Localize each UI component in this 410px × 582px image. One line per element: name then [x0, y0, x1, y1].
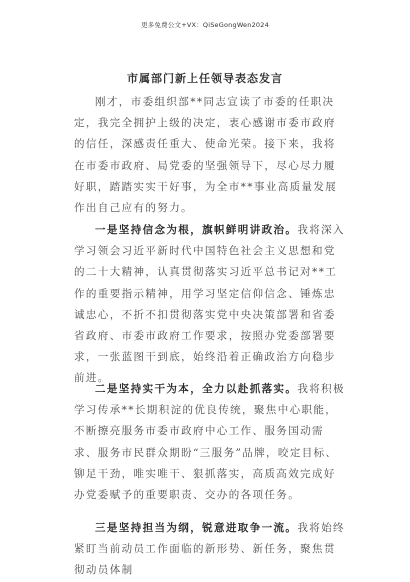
paragraph-lead: 二是坚持实干为本，全力以赴抓落实。 [95, 383, 298, 395]
paragraph-lead: 一是坚持信念为根，旗帜鲜明讲政治。 [95, 224, 298, 236]
paragraph-text: 我将积极学习传承**长期积淀的优良传统，聚焦中心职能，不断擦亮服务市委市政府中心工作、服务国动需求、服务市民群众期盼“三服务”品牌，咬定目标、铆足干劲，唯实唯干、狠抓落实，高质高效完成好办党委赋予的重要职责、交办的各项任务。 [74, 383, 345, 502]
paragraph-text: 刚才，市委组织部**同志宣读了市委的任职决定，我完全拥护上级的决定，衷心感谢市委市政府的信任，深感责任重大、使命光荣。接下来，我将在市委市政府、局党委的坚强领导下，尽心尽力履好职，踏踏实实干好事，为全市**事业高质量发展作出自己应有的努力。 [74, 96, 338, 215]
paragraph-4 [74, 518, 346, 582]
paragraph-text: 我将始终紧盯当前动员工作面临的新形势、新任务，聚焦贯彻动员体制 [74, 522, 345, 577]
paragraph-text: 我将深入学习领会习近平新时代中国特色社会主义思想和党的二十大精神，认真贯彻落实习近平总书记对**工作的重要指示精神，用学习坚定信仰信念、锤炼忠诚忠心，不折不扣贯彻落实党中央决策部署和省委省政府、市委市政府工作要求，按照办党委部署要求，一张蓝图干到底，始终沿着正确政治方向稳步前进。 [74, 224, 345, 385]
header-note: 更多免费公文+VX：QiSeGongWen2024 [141, 21, 269, 29]
paragraph-2 [74, 220, 346, 390]
paragraph-1 [74, 92, 346, 219]
paragraph-3 [74, 379, 346, 506]
paragraph-lead: 三是坚持担当为纲，锐意进取争一流。 [95, 522, 298, 534]
document-title: 市属部门新上任领导表态发言 [127, 72, 283, 85]
